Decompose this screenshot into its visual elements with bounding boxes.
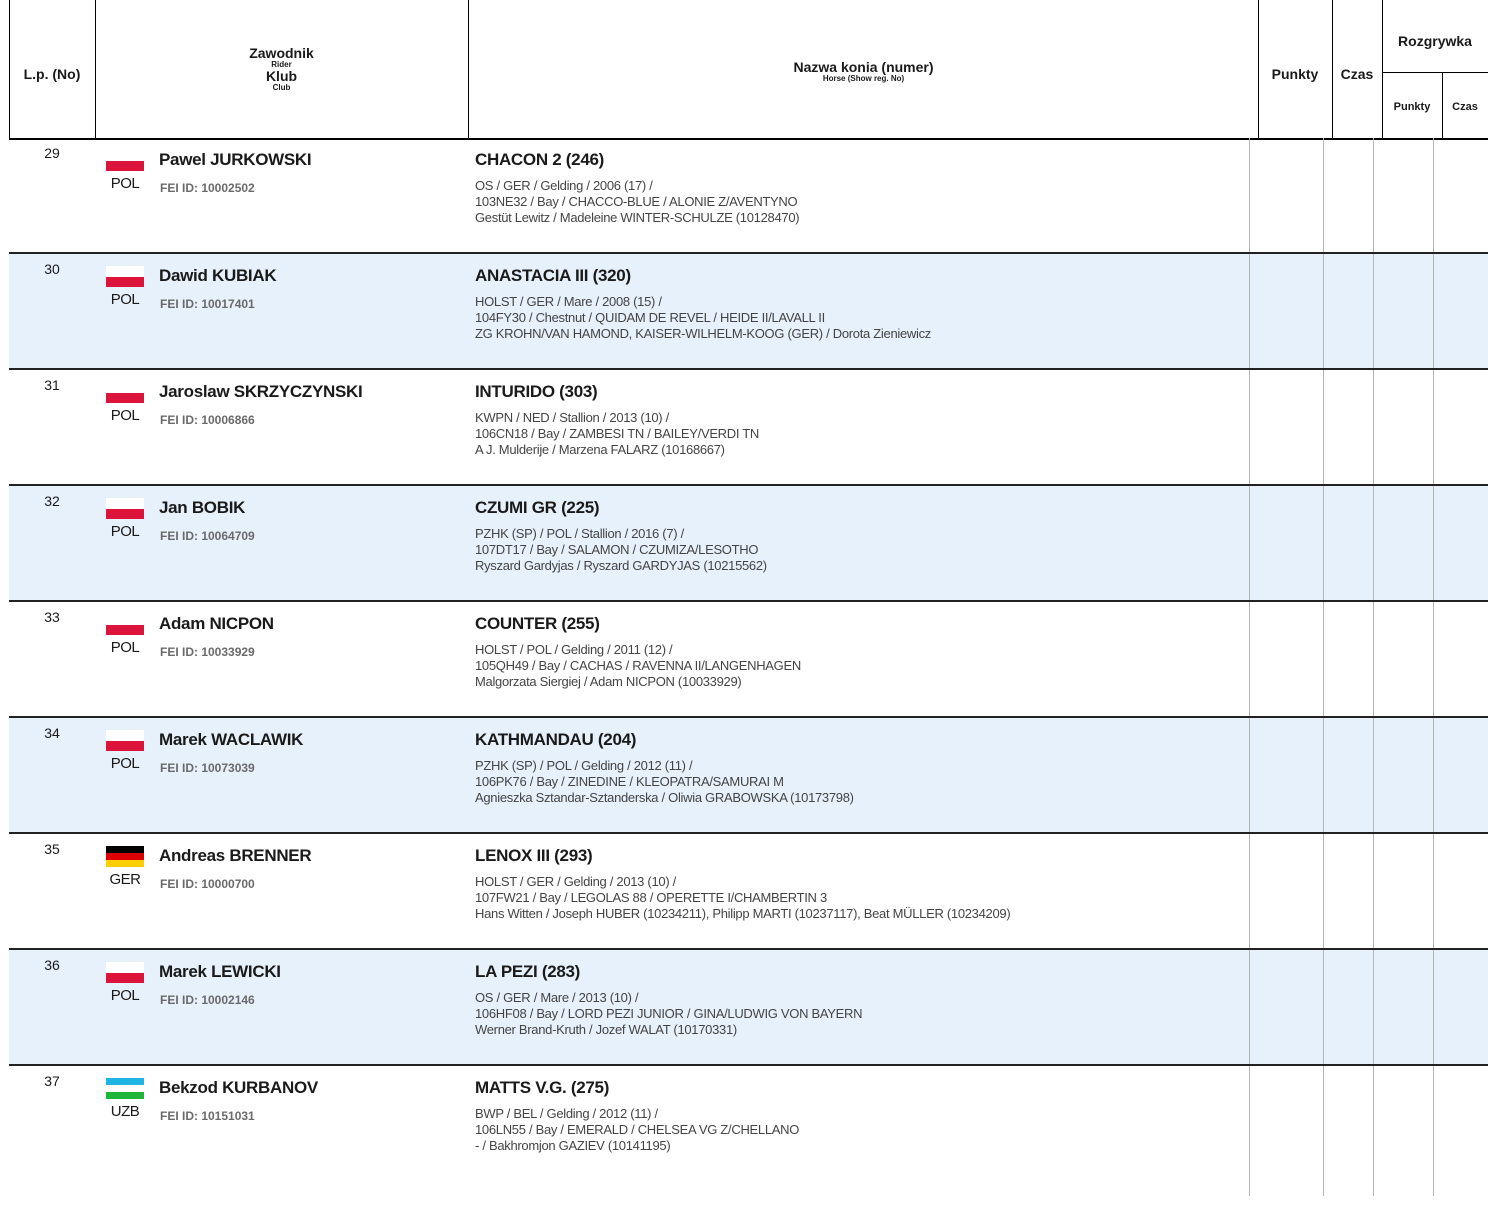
horse-details-line: Ryszard Gardyjas / Ryszard GARDYJAS (10215562) [475,558,767,573]
cell-divider [1249,718,1250,832]
horse-name: ANASTACIA III (320) [475,266,631,285]
rider-name: Marek LEWICKI [159,962,281,981]
cell-divider [1373,602,1374,716]
header-rider-club [95,46,468,92]
cell-divider [1373,718,1374,832]
cell-divider [1323,718,1324,832]
nation-flag-icon [106,614,144,635]
horse-details-line: Werner Brand-Kruth / Jozef WALAT (10170331) [475,1022,737,1037]
rider-name: Andreas BRENNER [159,846,312,865]
flag-stripe [106,625,144,636]
nation-code: UZB [110,1103,140,1120]
cell-divider [1373,138,1374,252]
cell-divider [1249,370,1250,484]
fei-id: FEI ID: 10073039 [160,761,255,775]
horse-name: LA PEZI (283) [475,962,581,981]
cell-divider [1323,834,1324,948]
cell-divider [1373,1066,1374,1196]
cell-divider [1433,1066,1434,1196]
nation-code: POL [110,639,140,656]
flag-stripe [106,150,144,161]
header-divider [1382,0,1383,138]
table-row [9,370,1488,486]
table-row [9,602,1488,718]
cell-divider [1433,834,1434,948]
start-list-rows [9,138,1488,1196]
horse-details-line: 106LN55 / Bay / EMERALD / CHELSEA VG Z/CHELLANO [475,1122,800,1137]
rider-name: Marek WACLAWIK [159,730,304,749]
fei-id: FEI ID: 10151031 [160,1109,255,1123]
horse-details-line: - / Bakhromjon GAZIEV (10141195) [475,1138,671,1153]
nation-flag-icon [106,1078,144,1099]
fei-id: FEI ID: 10017401 [160,297,255,311]
flag-stripe [106,509,144,520]
cell-divider [1373,370,1374,484]
cell-divider [1323,370,1324,484]
rider-name: Jan BOBIK [159,498,246,517]
nation-flag-icon [106,382,144,403]
rider-name: Bekzod KURBANOV [159,1078,318,1097]
horse-details-line: PZHK (SP) / POL / Stallion / 2016 (7) / [475,526,684,541]
horse-details [475,410,759,458]
cell-divider [1433,254,1434,368]
horse-details-line: Hans Witten / Joseph HUBER (10234211), Philipp MARTI (10237117), Beat MÜLLER (10234209) [475,906,1011,921]
cell-divider [1433,370,1434,484]
horse-details [475,758,854,806]
horse-details-line: PZHK (SP) / POL / Gelding / 2012 (11) / [475,758,693,773]
cell-divider [1373,486,1374,600]
start-number: 30 [44,261,60,277]
nation-flag-icon [106,150,144,171]
header-jumpoff-time: Czas [1452,101,1478,113]
nation-flag-icon [106,266,144,287]
flag-stripe [106,962,144,973]
fei-id: FEI ID: 10002502 [160,181,255,195]
nation-flag-icon [106,846,144,867]
header-horse [469,60,1258,84]
horse-details-line: 106HF08 / Bay / LORD PEZI JUNIOR / GINA/LUDWIG VON BAYERN [475,1006,863,1021]
flag-stripe [106,1092,144,1099]
cell-divider [1433,486,1434,600]
cell-divider [1323,602,1324,716]
header-jumpoff: Rozgrywka [1398,33,1472,49]
flag-stripe [106,382,144,393]
table-row [9,254,1488,370]
horse-details [475,990,862,1038]
horse-name: LENOX III (293) [475,846,593,865]
flag-stripe [106,498,144,509]
table-header [9,0,1488,140]
horse-details [475,178,799,226]
horse-details-line: BWP / BEL / Gelding / 2012 (11) / [475,1106,658,1121]
horse-details-line: HOLST / POL / Gelding / 2011 (12) / [475,642,673,657]
cell-divider [1323,254,1324,368]
cell-divider [1323,950,1324,1064]
horse-details [475,874,1010,922]
horse-details-line: HOLST / GER / Mare / 2008 (15) / [475,294,662,309]
cell-divider [1373,254,1374,368]
nation-code: POL [110,523,140,540]
start-number: 31 [44,377,60,393]
rider-name: Dawid KUBIAK [159,266,277,285]
table-row [9,486,1488,602]
cell-divider [1249,950,1250,1064]
flag-stripe [106,277,144,288]
cell-divider [1433,602,1434,716]
flag-stripe [106,853,144,860]
flag-stripe [106,161,144,172]
cell-divider [1323,486,1324,600]
nation-code: POL [110,407,140,424]
cell-divider [1373,950,1374,1064]
header-rider: Zawodnik [249,45,314,61]
table-row [9,1066,1488,1196]
horse-details [475,526,767,574]
cell-divider [1433,950,1434,1064]
horse-name: CHACON 2 (246) [475,150,604,169]
nation-flag-icon [106,498,144,519]
start-number: 34 [44,725,60,741]
horse-details-line: Gestüt Lewitz / Madeleine WINTER-SCHULZE (10128470) [475,210,800,225]
flag-stripe [106,1085,144,1092]
horse-details [475,1106,799,1154]
table-row [9,718,1488,834]
horse-details-line: 104FY30 / Chestnut / QUIDAM DE REVEL / HEIDE II/LAVALL II [475,310,825,325]
horse-details [475,294,931,342]
cell-divider [1373,834,1374,948]
horse-details-line: 107FW21 / Bay / LEGOLAS 88 / OPERETTE I/CHAMBERTIN 3 [475,890,827,905]
start-number: 35 [44,841,60,857]
cell-divider [1323,1066,1324,1196]
horse-name: MATTS V.G. (275) [475,1078,610,1097]
header-rider-sub: Rider [271,59,292,69]
rider-name: Pawel JURKOWSKI [159,150,312,169]
start-number: 29 [44,145,60,161]
fei-id: FEI ID: 10064709 [160,529,255,543]
cell-divider [1249,138,1250,252]
horse-details-line: OS / GER / Gelding / 2006 (17) / [475,178,653,193]
horse-name: KATHMANDAU (204) [475,730,637,749]
horse-details-line: Agnieszka Sztandar-Sztanderska / Oliwia GRABOWSKA (10173798) [475,790,854,805]
cell-divider [1249,1066,1250,1196]
fei-id: FEI ID: 10006866 [160,413,255,427]
header-club-sub: Club [272,82,291,92]
horse-details-line: KWPN / NED / Stallion / 2013 (10) / [475,410,669,425]
rider-name: Jaroslaw SKRZYCZYNSKI [159,382,363,401]
horse-details-line: 107DT17 / Bay / SALAMON / CZUMIZA/LESOTHO [475,542,759,557]
start-number: 36 [44,957,60,973]
nation-code: POL [110,291,140,308]
header-time: Czas [1340,66,1374,82]
flag-stripe [106,730,144,741]
flag-stripe [106,1078,144,1085]
jumpoff-divider [1382,72,1488,73]
cell-divider [1249,486,1250,600]
horse-details-line: A J. Mulderije / Marzena FALARZ (10168667) [475,442,725,457]
start-number: 33 [44,609,60,625]
table-row [9,138,1488,254]
horse-details-line: OS / GER / Mare / 2013 (10) / [475,990,639,1005]
flag-stripe [106,741,144,752]
start-number: 37 [44,1073,60,1089]
horse-details [475,642,801,690]
nation-flag-icon [106,962,144,983]
fei-id: FEI ID: 10002146 [160,993,255,1007]
flag-stripe [106,614,144,625]
header-horse-label: Nazwa konia (numer) [793,59,934,75]
horse-name: INTURIDO (303) [475,382,598,401]
header-points: Punkty [1271,66,1319,82]
cell-divider [1249,834,1250,948]
flag-stripe [106,860,144,867]
cell-divider [1433,138,1434,252]
nation-code: POL [110,175,140,192]
horse-name: COUNTER (255) [475,614,600,633]
horse-details-line: HOLST / GER / Gelding / 2013 (10) / [475,874,676,889]
start-number: 32 [44,493,60,509]
horse-details-line: Malgorzata Siergiej / Adam NICPON (10033929) [475,674,742,689]
header-horse-sub: Horse (Show reg. No) [822,74,905,84]
fei-id: FEI ID: 10000700 [160,877,255,891]
horse-name: CZUMI GR (225) [475,498,600,517]
cell-divider [1249,602,1250,716]
nation-flag-icon [106,730,144,751]
nation-code: POL [110,755,140,772]
flag-stripe [106,973,144,984]
horse-details-line: 105QH49 / Bay / CACHAS / RAVENNA II/LANGENHAGEN [475,658,801,673]
nation-code: POL [110,987,140,1004]
table-row [9,950,1488,1066]
horse-details-line: ZG KROHN/VAN HAMOND, KAISER-WILHELM-KOOG (GER) / Dorota Zieniewicz [475,326,931,341]
flag-stripe [106,266,144,277]
horse-details-line: 106PK76 / Bay / ZINEDINE / KLEOPATRA/SAMURAI M [475,774,784,789]
header-club: Klub [265,68,298,85]
flag-stripe [106,846,144,853]
fei-id: FEI ID: 10033929 [160,645,255,659]
cell-divider [1249,254,1250,368]
header-jumpoff-points: Punkty [1393,101,1431,113]
header-no: L.p. (No) [23,66,81,82]
nation-code: GER [109,871,141,888]
horse-details-line: 103NE32 / Bay / CHACCO-BLUE / ALONIE Z/AVENTYNO [475,194,798,209]
table-row [9,834,1488,950]
flag-stripe [106,393,144,404]
horse-details-line: 106CN18 / Bay / ZAMBESI TN / BAILEY/VERDI TN [475,426,759,441]
cell-divider [1433,718,1434,832]
cell-divider [1323,138,1324,252]
rider-name: Adam NICPON [159,614,274,633]
